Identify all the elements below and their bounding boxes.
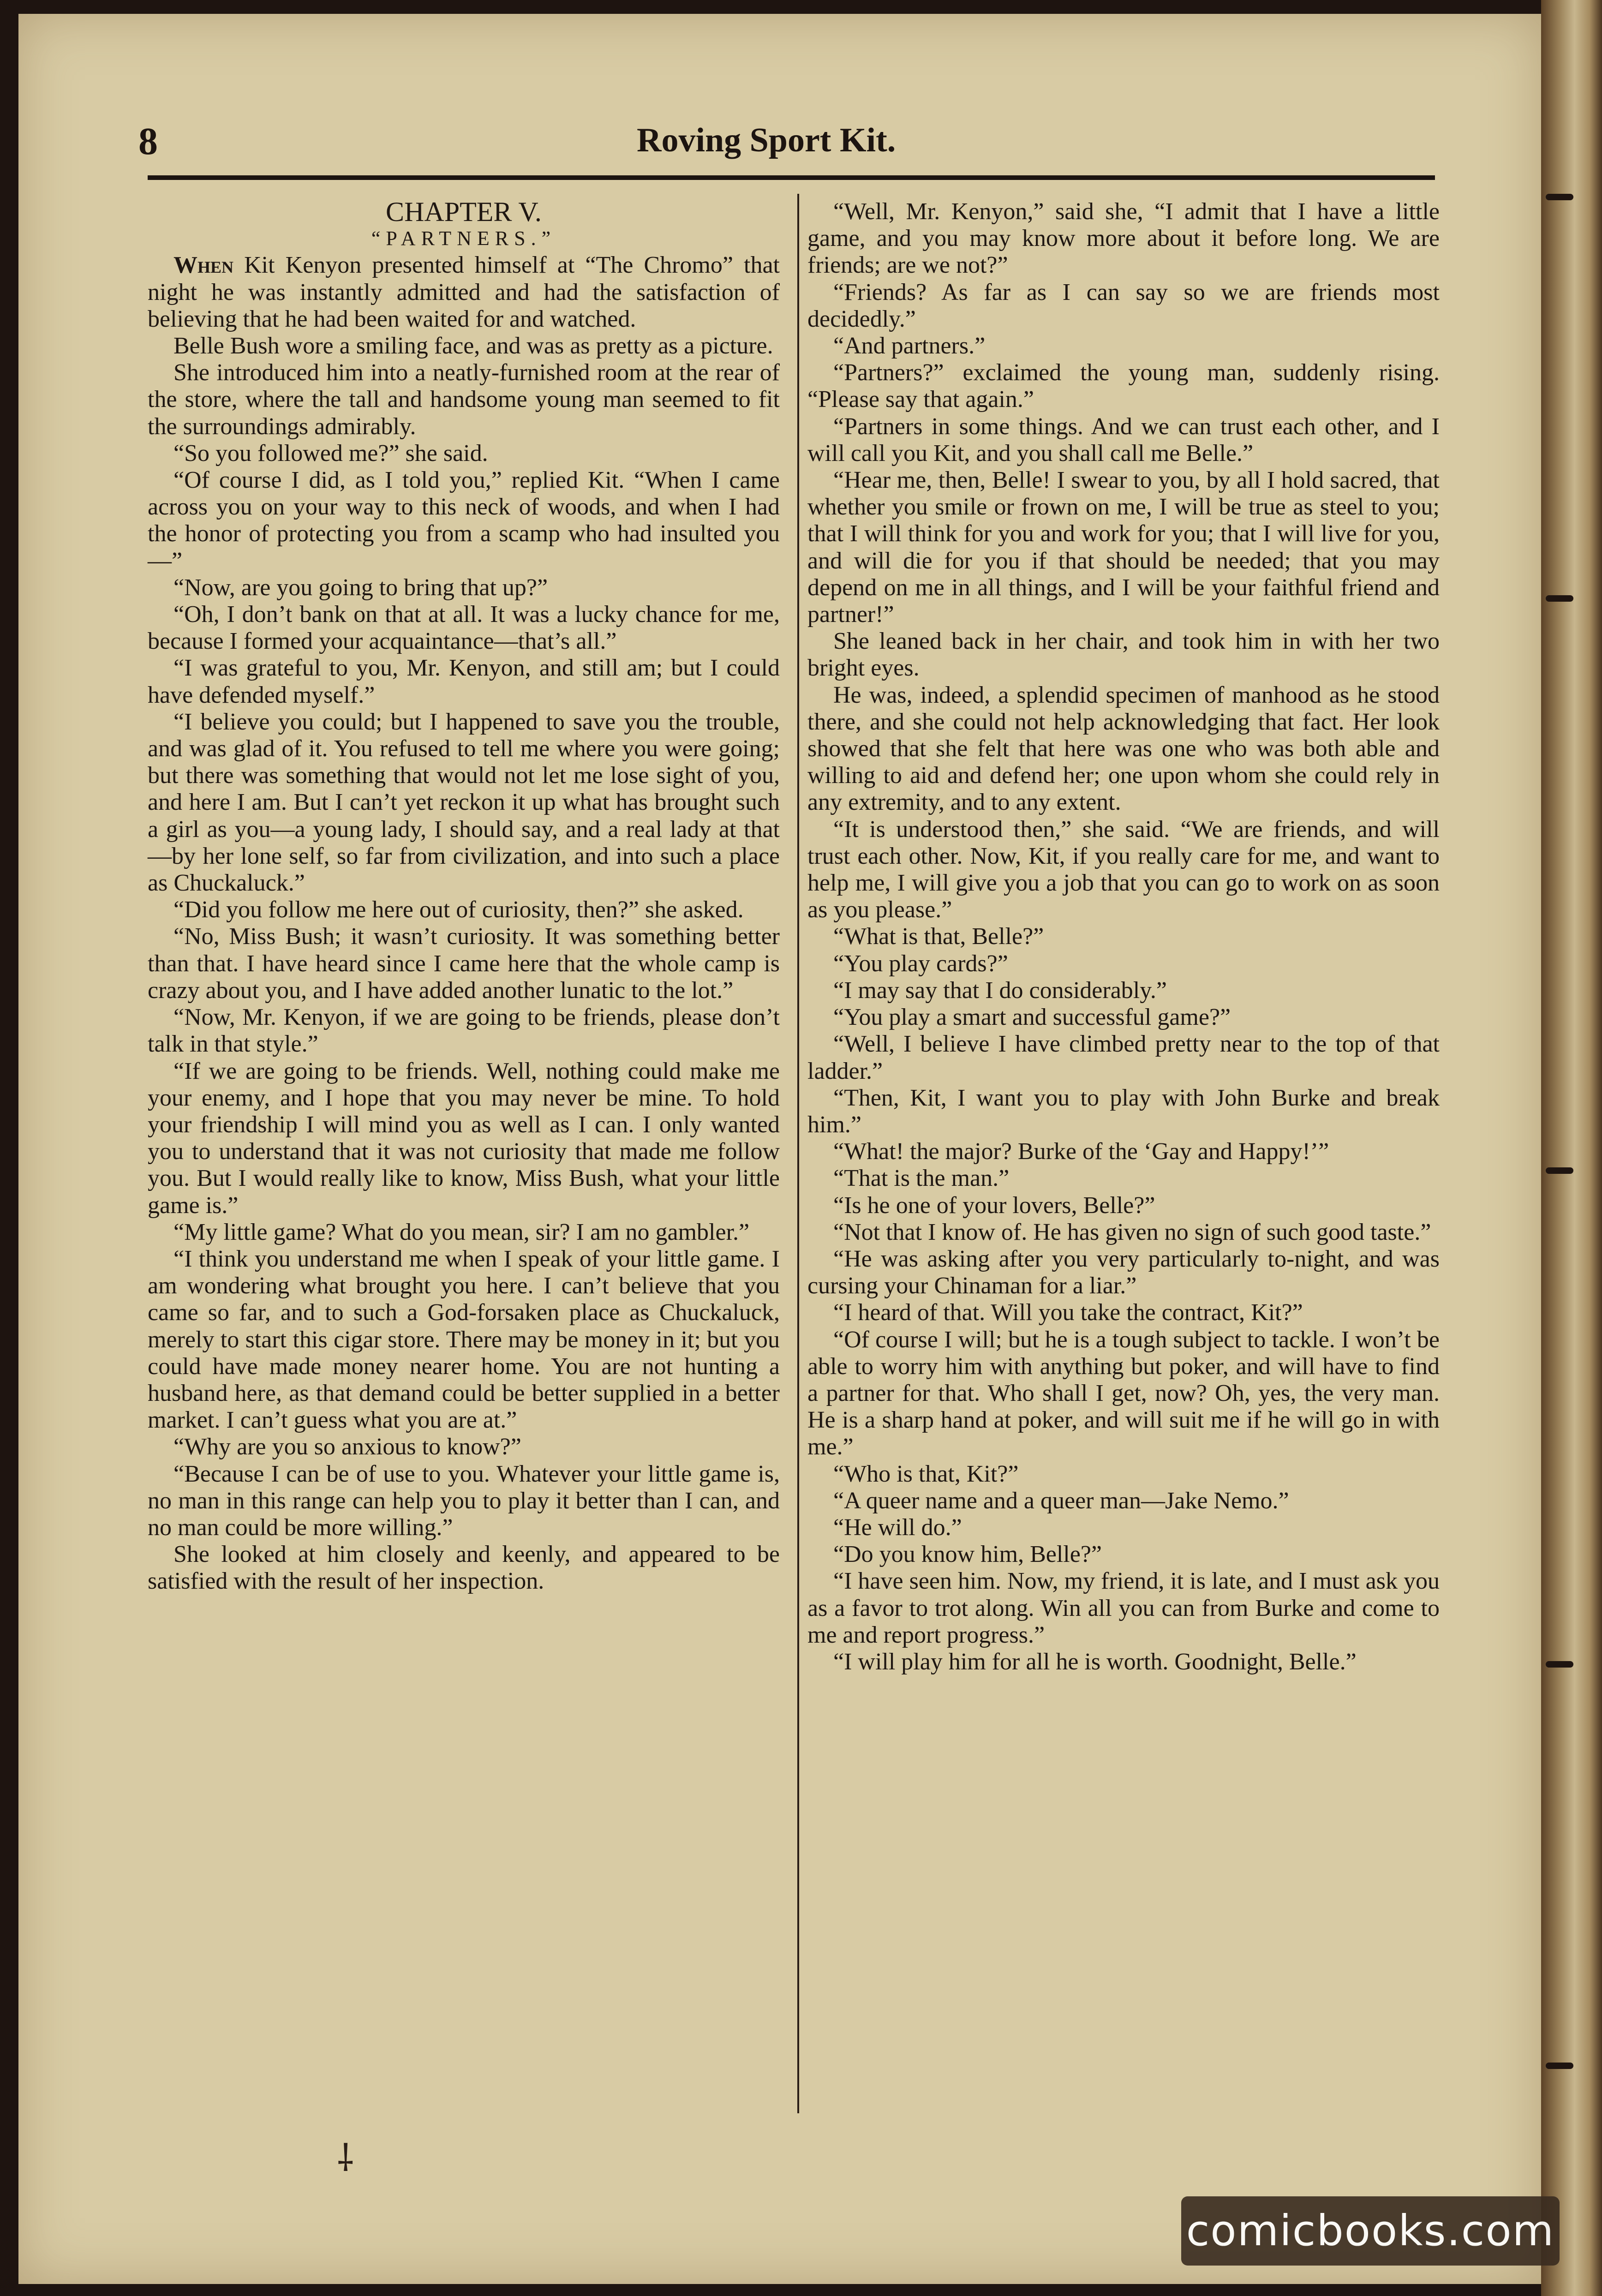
watermark-logo: comicbooks.com: [1181, 2196, 1560, 2266]
right-column: [807, 198, 1440, 1675]
paragraph: “I was grateful to you, Mr. Kenyon, and still am; but I could have defended myself.”: [148, 655, 780, 708]
book-spine: [1541, 0, 1602, 2296]
left-column: [148, 198, 780, 1595]
paragraph: “Do you know him, Belle?”: [833, 1541, 1102, 1568]
paragraph: “My little game? What do you mean, sir? I am no gambler.”: [173, 1219, 750, 1245]
paragraph: “He was asking after you very particularly to-night, and was cursing your Chinaman for a liar.”: [807, 1245, 1440, 1299]
paragraph: “Why are you so anxious to know?”: [173, 1434, 521, 1460]
page-number: 8: [138, 120, 158, 163]
paragraph: “Of course I will; but he is a tough subject to tackle. I won’t be able to worry him with anything but poker, and will have to find a partner for that. Who shall I get, now? Oh, yes, the very man. He is a sharp hand at poker, and will suit me if he will go in with me.”: [807, 1326, 1440, 1460]
paragraph: “That is the man.”: [833, 1165, 1010, 1192]
paragraph: “I believe you could; but I happened to save you the trouble, and was glad of it. You refused to tell me where you were going; but there was something that would not let me lose sight of you, and here I am. But I can’t yet reckon it up what has brought such a girl as you—a young lady, I should say, and a real lady at that—by her lone self, so far from civilization, and into such a place as Chuckaluck.”: [148, 708, 780, 897]
paragraph: “I think you understand me when I speak of your little game. I am wondering what brought you here. I can’t believe that you came so far, and to such a God-forsaken place as Chuckaluck, merely to start this cigar store. There may be money in it; but you could have made money nearer home. You are not hunting a husband here, as that demand could be better supplied in a better market. I can’t guess what you are at.”: [148, 1245, 780, 1434]
paragraph: Belle Bush wore a smiling face, and was as pretty as a picture.: [173, 333, 773, 359]
paragraph: “A queer name and a queer man—Jake Nemo.”: [833, 1487, 1289, 1514]
paragraph: He was, indeed, a splendid specimen of manhood as he stood there, and she could not help acknowledging that fact. Her look showed that she felt that here was one who was both able and willing to aid and defend her; one upon whom she could rely in any extremity, and to any extent.: [807, 682, 1440, 816]
paragraph: “Then, Kit, I want you to play with John Burke and break him.”: [807, 1084, 1440, 1138]
paragraph: “Well, Mr. Kenyon,” said she, “I admit that I have a little game, and you may know more about it before long. We are friends; are we not?”: [807, 198, 1440, 279]
paragraph: “Of course I did, as I told you,” replied Kit. “When I came across you on your way to this neck of woods, and when I had the honor of protecting you from a scamp who had insulted you—”: [148, 467, 780, 574]
paragraph: “No, Miss Bush; it wasn’t curiosity. It was something better than that. I have heard since I came here that the whole camp is crazy about you, and I have added another lunatic to the lot.”: [148, 923, 780, 1004]
paragraph: “I heard of that. Will you take the contract, Kit?”: [833, 1299, 1303, 1326]
paragraph: “Who is that, Kit?”: [833, 1460, 1019, 1487]
paragraph: “I have seen him. Now, my friend, it is late, and I must ask you as a favor to trot along. Win all you can from Burke and come to me and report progress.”: [807, 1568, 1440, 1648]
chapter-title: CHAPTER V.: [386, 197, 542, 227]
paragraph: “What is that, Belle?”: [833, 923, 1044, 950]
paragraph: “Did you follow me here out of curiosity, then?” she asked.: [173, 897, 744, 923]
binding-stitch: [1546, 1167, 1573, 1174]
paragraph: “You play a smart and successful game?”: [833, 1004, 1231, 1031]
paragraph: “Friends? As far as I can say so we are friends most decidedly.”: [807, 279, 1440, 332]
paragraph: “Not that I know of. He has given no sign of such good taste.”: [833, 1219, 1431, 1245]
paragraph: “It is understood then,” she said. “We are friends, and will trust each other. Now, Kit, if you really care for me, and want to help me, I will give you a job that you can go to work on as soon as you please.”: [807, 816, 1440, 923]
binding-stitch: [1546, 595, 1573, 602]
paragraph: “Partners?” exclaimed the young man, suddenly rising. “Please say that again.”: [807, 359, 1440, 413]
binding-stitch: [1546, 1661, 1573, 1668]
header-rule: [148, 175, 1435, 180]
paragraph: “I will play him for all he is worth. Goodnight, Belle.”: [833, 1648, 1357, 1675]
paragraph: “Now, are you going to bring that up?”: [173, 574, 548, 601]
binding-stitch: [1546, 194, 1573, 200]
binding-stitch: [1546, 2063, 1573, 2069]
paragraph: She looked at him closely and keenly, and appeared to be satisfied with the result of her inspection.: [148, 1541, 780, 1595]
paragraph: “Hear me, then, Belle! I swear to you, by all I hold sacred, that whether you smile or frown on me, I will be true as steel to you; that I will think for you and work for you; that I will live for you, and will die for you if that should be needed; that you may depend on me in all things, and I will be your faithful friend and partner!”: [807, 467, 1440, 628]
paragraph: “I may say that I do considerably.”: [833, 977, 1167, 1004]
paragraph: “Is he one of your lovers, Belle?”: [833, 1192, 1155, 1219]
drop-word: When: [173, 252, 234, 279]
paragraph: “Oh, I don’t bank on that at all. It was a lucky chance for me, because I formed your acquaintance—that’s all.”: [148, 601, 780, 655]
paragraph: “You play cards?”: [833, 950, 1008, 977]
paragraph: “So you followed me?” she said.: [173, 440, 488, 466]
paragraph: “What! the major? Burke of the ‘Gay and Happy!’”: [833, 1138, 1329, 1165]
paragraph: “If we are going to be friends. Well, nothing could make me your enemy, and I hope that you may never be mine. To hold your friendship I will mind you as well as I can. I only wanted you to understand that it was not curiosity that made me follow you. But I would really like to know, Miss Bush, what your little game is.”: [148, 1058, 780, 1219]
chapter-subtitle: “PARTNERS.”: [371, 227, 556, 250]
column-divider: [797, 194, 799, 2113]
running-title: Roving Sport Kit.: [637, 121, 896, 159]
paragraph: “Because I can be of use to you. Whatever your little game is, no man in this range can help you to play it better than I can, and no man could be more willing.”: [148, 1460, 780, 1541]
paragraph: “Well, I believe I have climbed pretty near to the top of that ladder.”: [807, 1031, 1440, 1084]
paragraph: She introduced him into a neatly-furnished room at the rear of the store, where the tall and handsome young man seemed to fit the surroundings admirably.: [148, 359, 780, 440]
paragraph: [148, 252, 780, 333]
paragraph-text: Kit Kenyon presented himself at “The Chromo” that night he was instantly admitted and had the satisfaction of believing that he had been waited for and watched.: [148, 252, 780, 332]
paragraph: “Partners in some things. And we can trust each other, and I will call you Kit, and you shall call me Belle.”: [807, 413, 1440, 466]
paragraph: “And partners.”: [833, 333, 986, 359]
paragraph: “He will do.”: [833, 1514, 962, 1541]
paragraph: “Now, Mr. Kenyon, if we are going to be friends, please don’t talk in that style.”: [148, 1004, 780, 1058]
paragraph: She leaned back in her chair, and took him in with her two bright eyes.: [807, 628, 1440, 682]
ink-smudge: ⸸: [337, 2139, 354, 2179]
